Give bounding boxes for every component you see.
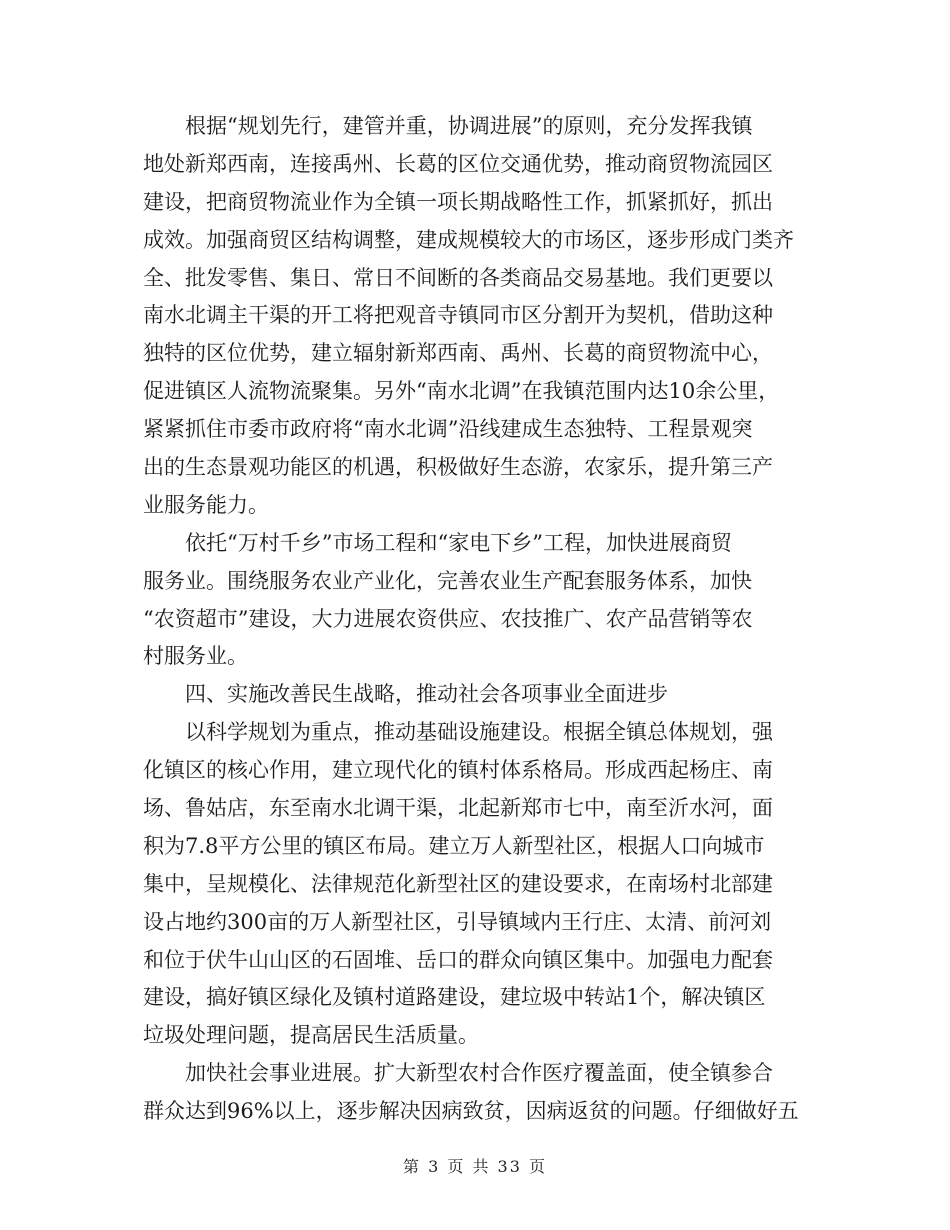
text-line: 全、批发零售、集日、常日不间断的各类商品交易基地。我们更要以 bbox=[143, 265, 773, 290]
text-line: 南水北调主干渠的开工将把观音寺镇同市区分割开为契机，借助这种 bbox=[143, 303, 773, 328]
text-line: 依托“万村千乡”市场工程和“家电下乡”工程，加快进展商贸 bbox=[143, 530, 732, 555]
text-line: 集中，呈规模化、法律规范化新型社区的建设要求，在南场村北部建 bbox=[143, 871, 773, 896]
text-line: 根据“规划先行，建管并重，协调进展”的原则，充分发挥我镇 bbox=[143, 114, 753, 138]
text-line: 建设，把商贸物流业作为全镇一项长期战略性工作，抓紧抓好，抓出 bbox=[143, 189, 773, 214]
text-line: 和位于伏牛山山区的石固堆、岳口的群众向镇区集中。加强电力配套 bbox=[143, 947, 773, 972]
text-line: 以科学规划为重点，推动基础设施建设。根据全镇总体规划，强 bbox=[143, 720, 773, 745]
text-line: 紧紧抓住市委市政府将“南水北调”沿线建成生态独特、工程景观突 bbox=[143, 417, 753, 442]
text-line: 独特的区位优势，建立辐射新郑西南、禹州、长葛的商贸物流中心， bbox=[143, 341, 773, 366]
text-line: 服务业。围绕服务农业产业化，完善农业生产配套服务体系，加快 bbox=[143, 568, 752, 593]
page-footer: 第 3 页 共 33 页 bbox=[403, 1157, 547, 1176]
text-line: 地处新郑西南，连接禹州、长葛的区位交通优势，推动商贸物流园区 bbox=[143, 151, 773, 176]
body-text bbox=[143, 108, 807, 1131]
text-line: 出的生态景观功能区的机遇，积极做好生态游，农家乐，提升第三产 bbox=[143, 455, 773, 480]
text-line: 促进镇区人流物流聚集。另外“南水北调”在我镇范围内达10余公里， bbox=[143, 379, 780, 404]
text-line: 化镇区的核心作用，建立现代化的镇村体系格局。形成西起杨庄、南 bbox=[143, 758, 773, 783]
text-line: 成效。加强商贸区结构调整，建成规模较大的市场区，逐步形成门类齐 bbox=[143, 227, 794, 252]
text-line: 四、实施改善民生战略，推动社会各项事业全面进步 bbox=[143, 682, 668, 707]
text-line: 建设，搞好镇区绿化及镇村道路建设，建垃圾中转站1个，解决镇区 bbox=[143, 985, 766, 1010]
text-line: “农资超市”建设，大力进展农资供应、农技推广、农产品营销等农 bbox=[143, 606, 753, 631]
text-line: 村服务业。 bbox=[143, 644, 248, 669]
text-line: 群众达到96%以上，逐步解决因病致贫，因病返贫的问题。仔细做好五 bbox=[143, 1099, 799, 1124]
text-line: 加快社会事业进展。扩大新型农村合作医疗覆盖面，使全镇参合 bbox=[143, 1061, 773, 1086]
text-line: 业服务能力。 bbox=[143, 492, 269, 517]
text-line: 积为7.8平方公里的镇区布局。建立万人新型社区，根据人口向城市 bbox=[143, 833, 765, 858]
text-line: 场、鲁姑店，东至南水北调干渠，北起新郑市七中，南至沂水河，面 bbox=[143, 796, 773, 821]
text-line: 设占地约300亩的万人新型社区，引导镇域内王行庄、太清、前河刘 bbox=[143, 909, 772, 934]
text-line: 垃圾处理问题，提高居民生活质量。 bbox=[143, 1023, 479, 1048]
